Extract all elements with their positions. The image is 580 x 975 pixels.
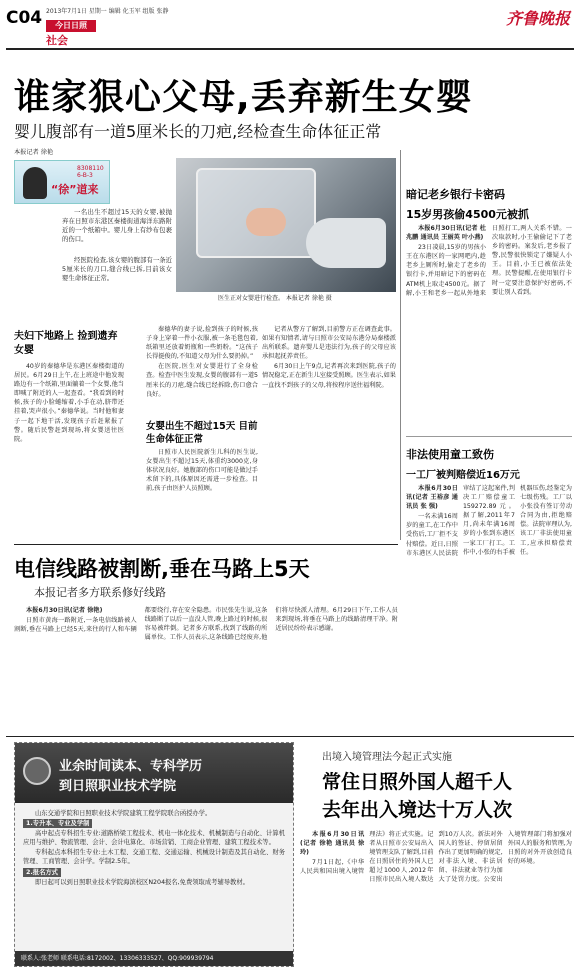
story2-subhead: 15岁男孩偷4500元被抓 <box>406 208 529 221</box>
divider-right <box>400 150 401 540</box>
story1-lead-text: 一名出生不超过15天的女婴,被抛弃在日照市东港区秦楼街道海洋东路附近的一个纸箱中。婴儿身上有纱布包裹的伤口。 <box>62 208 172 244</box>
bottom-rule <box>6 736 574 737</box>
story1-body5: 记者从警方了解到,目前警方正在调查此事。如果有知情者,请与日照市公安局东港分局秦楼派出所联系。遗弃婴儿是违法行为,孩子的父母应该承担起抚养责任。 <box>262 326 396 361</box>
ad-block <box>14 742 294 967</box>
story3-text: 一名未满16周岁的童工,在工作中受伤后,工厂拒不支付赔偿。近日,日照市东港区人民法院审结了这起案件,判决工厂赔偿童工159272.89元。据了解,2011年7月,尚未年满16周岁的小张到东港区一家工厂打工。工作中,小张的右手被机器压伤,经鉴定为七级伤残。工厂以小张没有签订劳动合同为由,拒绝赔偿。法院审理认为,该工厂非法使用童工,应承担赔偿责任。 <box>406 485 572 557</box>
story4-byline: 本报6月30日讯(记者 徐艳) <box>26 607 103 614</box>
story1-lead <box>62 208 172 253</box>
story5-headline2: 去年出入境达十万人次 <box>322 799 513 821</box>
masthead-rule <box>6 48 574 50</box>
story3-byline: 本报6月30日讯(记者 王裕彦 通讯员 张 强) <box>406 485 458 511</box>
story5-headline1: 常住日照外国人超千人 <box>322 771 513 793</box>
story2-text: 23日凌晨,15岁的男孩小王在东港区的一家网吧内,趁老乡上厕所时,偷走了老乡的银行卡,并用暗记下的密码在ATM机上取走4500元。据了解,小王和老乡一起从外地来日照打工,两人关系不错。一次取款时,小王偷偷记下了老乡的密码。案发后,老乡报了警,民警很快锁定了嫌疑人小王。目前,小王已被依法处理。民警提醒,在使用银行卡时一定要注意保护好密码,不要让别人看到。 <box>406 225 572 297</box>
story3-top-rule <box>406 436 572 437</box>
ad-sec1: 1.专升本、专业及学制 <box>23 819 92 828</box>
ad-title2: 到日照职业技术学院 <box>59 779 177 794</box>
ad-text2: 专科起点本科招生专业:土木工程、交通工程、交通运输、机械设计制造及其自动化、财务管理、工商管理、会计学。学制2.5年。 <box>23 849 285 866</box>
ad-intro: 山东交通学院和日照职业技术学院建筑工程学院联合函授办学。 <box>35 810 212 817</box>
story1-body2: 秦德华的妻子说,捡到孩子的时候,孩子身上穿着一件小衣服,被一条毛毯包着,纸箱里还放着奶瓶和一些奶粉。“这孩子长得挺俊的,不知道父母为什么要扔掉。” <box>146 326 258 361</box>
story1-photo <box>176 158 396 292</box>
story3-body <box>406 484 572 729</box>
story4-text: 日照市黄海一路附近,一条电信线路被人割断,垂在马路上已经5天,来往的行人和车辆都要绕行,存在安全隐患。市民张先生说,这条线路断了以后一直没人管,晚上路过的时候,很容易被绊倒。记者多方联系,找到了线路的所属单位。工作人员表示,这条线路已经废弃,他们将尽快派人清理。6月29日下午,工作人员来到现场,将垂在马路上的线路清理干净。附近居民纷纷表示感谢。 <box>14 607 398 642</box>
story5-text: 7月1日起,《中华人民共和国出境入境管理法》将正式实施。记者从日照市公安局出入境管理支队了解到,目前在日照居住的外国人已超过1000人,2012年日照市民出入境人数达到10万人次。新法对外国人的签证、停留居留作出了更加明确的规定,对非法入境、非法居留、非法就业等行为加大了处罚力度。公安出入境管理部门将加强对外国人的服务和管理,为日照的对外开放创造良好的环境。 <box>300 831 572 884</box>
story1-body6: 6月30日上午9点,记者再次来到医院,孩子的情况稳定,正在新生儿室接受照顾。医生表示,如果一直找不到孩子的父母,将按程序送往福利院。 <box>262 363 396 389</box>
photo-baby <box>246 208 286 236</box>
ad-text3: 即日起可以到日照职业技术学院海滨校区N204报名,免费领取成考辅导教材。 <box>35 878 249 886</box>
story3-subhead: 一工厂被判赔偿近16万元 <box>406 470 520 481</box>
story4-top-rule <box>14 544 398 545</box>
story3-headline: 非法使用童工致伤 <box>406 448 494 461</box>
date-line: 2013年7月1日 星期一 编辑 化玉军 组版 张静 <box>46 8 169 15</box>
reporter-avatar <box>23 167 47 199</box>
story1-subhead: 婴儿腹部有一道5厘米长的刀疤,经检查生命体征正常 <box>14 122 382 141</box>
story5-body <box>300 830 572 968</box>
ad-school-logo <box>23 757 51 785</box>
story1-body1: 40岁的秦德华是东港区秦楼街道的居民。6月29日上午,在上班途中他发现路边有一个纸箱,里面躺着一个女婴,他当即喊了附近的人一起查看。“我看到的时候,孩子的小脸蜷缩着,小手在动,脐带还挂着,哭声很小。”秦德华说。当时他和妻子一起下地干活,发现孩子后赶紧报了警。随后民警赶到现场,将女婴送往医院。 <box>14 363 124 443</box>
ad-body <box>23 809 285 949</box>
page-code-badge: C04 <box>6 5 46 31</box>
paper-logo: 齐鲁晚报 <box>505 9 570 28</box>
ad-text1: 高中起点专科招生专业:道路桥梁工程技术、机电一体化技术、机械制造与自动化、计算机应用与维护、物流管理、会计、会计电算化、市场营销、工商企业管理、建筑工程技术等。 <box>23 830 285 847</box>
story2-headline: 暗记老乡银行卡密码 <box>406 188 505 201</box>
reporter-logo <box>14 160 110 204</box>
photo-doctor-hand <box>306 218 386 268</box>
story1-headline: 谁家狠心父母,丢弃新生女婴 <box>14 77 473 118</box>
story1-sub1: 夫妇下地路上 捡到遗弃女婴 <box>14 331 118 356</box>
story4-body <box>14 606 398 730</box>
story1-lead2 <box>62 256 172 296</box>
story1-col3 <box>262 325 396 540</box>
story5-kicker: 出境入境管理法今起正式实施 <box>322 752 452 763</box>
story1-col2 <box>146 325 258 425</box>
story1-photo-caption: 医生正对女婴进行检查。 本报记者 徐艳 摄 <box>218 295 332 302</box>
ad-sec2: 2.报名方式 <box>23 868 61 877</box>
story1-body4: 日照市人民医院新生儿科的医生说,女婴出生不超过15天,体重约3000克,身体状况良好。她腹部的伤口可能是做过手术留下的,具体原因还需进一步检查。目前,孩子由医护人员照顾。 <box>146 449 258 493</box>
story1-col2b <box>146 448 258 540</box>
reporter-logo-text: “徐”道来 <box>51 183 99 196</box>
story2-body <box>406 224 572 432</box>
reporter-hotline: 8308110 6-B-3 <box>77 165 104 179</box>
story1-col1 <box>14 362 124 537</box>
story1-byline: 本报记者 徐艳 <box>14 149 54 156</box>
story5-byline: 本报6月30日讯(记者 徐艳 通讯员 徐玲) <box>300 831 365 857</box>
story1-lead2-text: 经医院检查,该女婴的腹部有一条近5厘米长的刀口,缝合线已拆,目前该女婴生命体征正常。 <box>62 256 172 283</box>
story1-sub2: 女婴出生不超过15天 目前生命体征正常 <box>146 421 258 445</box>
story4-headline: 电信线路被割断,垂在马路上5天 <box>14 557 310 581</box>
section-tag: 今日日照 <box>46 20 96 32</box>
ad-title1: 业余时间读本、专科学历 <box>59 759 203 774</box>
ad-contact: 联系人:张老师 联系电话:8172002、13306333527、QQ:909939794 <box>15 951 293 966</box>
story2-byline: 本报6月30日讯(记者 杜兆鹏 通讯员 王丽英 叶小燕) <box>406 225 486 242</box>
story4-subhead: 本报记者多方联系修好线路 <box>34 586 166 599</box>
section-name: 社会 <box>46 34 68 47</box>
story1-body3: 在医院,医生对女婴进行了全身检查。检查中医生发现,女婴的腹部有一道5厘米长的刀疤,缝合线已经拆除,伤口愈合良好。 <box>146 363 258 398</box>
